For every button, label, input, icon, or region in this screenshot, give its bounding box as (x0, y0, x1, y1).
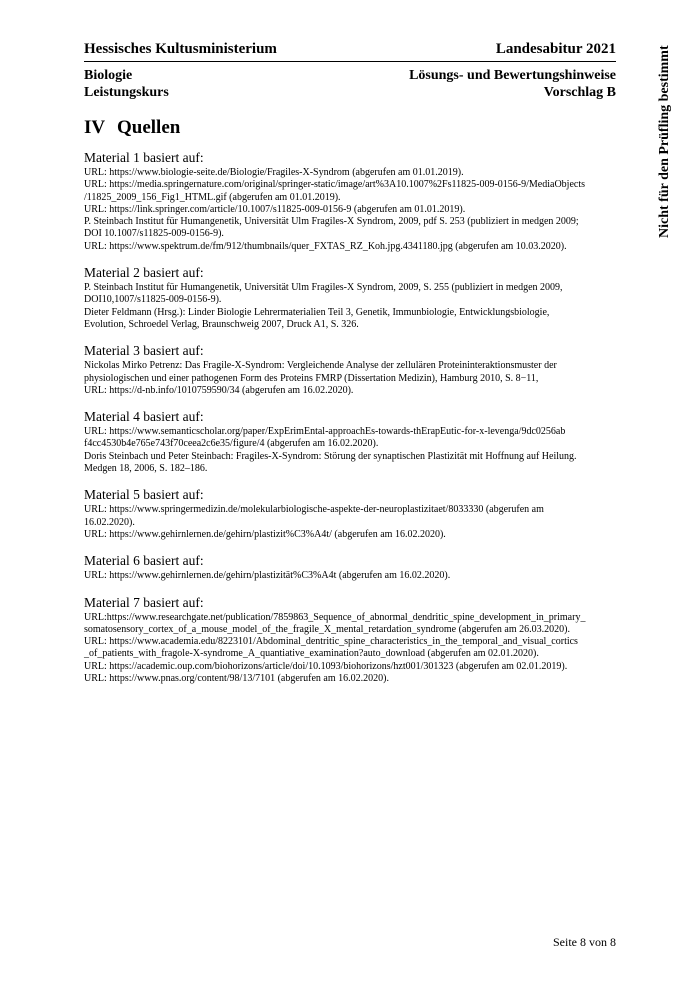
source-reference-line: Nickolas Mirko Petrenz: Das Fragile-X-Syndrom: Vergleichende Analyse der zellulären Proteininteraktionsmuster der (84, 360, 557, 372)
source-reference-line: URL: https://www.pnas.org/content/98/13/7101 (abgerufen am 16.02.2020). (84, 673, 389, 685)
header-divider (84, 61, 616, 62)
source-reference-line: URL: https://www.spektrum.de/fm/912/thumbnails/quer_FXTAS_RZ_Koh.jpg.4341180.jpg (abgerufen am 10.03.2020). (84, 240, 567, 252)
sub-header (84, 67, 616, 101)
side-note-text: Nicht für den Prüfling bestimmt (657, 45, 672, 238)
source-reference-line: URL: https://www.biologie-seite.de/Biologie/Fragiles-X-Syndrom (abgerufen am 01.01.2019). (84, 167, 464, 178)
exam-title: Landesabitur 2021 (495, 41, 616, 57)
source-reference-line: URL: https://www.gehirnlernen.de/gehirn/plastizität%C3%A4t (abgerufen am 16.02.2020). (84, 570, 451, 582)
source-reference-line: f4cc4530b4e765e743f70ceea2c6e35/figure/4 (abgerufen am 16.02.2020). (84, 438, 379, 450)
subject-block (84, 67, 169, 101)
side-note-vertical (655, 38, 677, 238)
source-reference-line: DOI 10.1007/s11825-009-0156-9). (84, 228, 224, 240)
source-reference-line: URL:https://www.researchgate.net/publication/7859863_Sequence_of_abnormal_dendritic_spine_development_in_primary_ (84, 611, 586, 623)
source-reference-line: URL: https://www.semanticscholar.org/paper/ExpErimEntal-approachEs-towards-thErapEutic-for-x-levenga/9dc0256ab (84, 426, 566, 438)
material-title: Material 1 basiert auf: (84, 150, 204, 165)
material-block (84, 409, 624, 475)
sources-list (84, 150, 624, 697)
source-reference-line: Evolution, Schroedel Verlag, Braunschweig 2007, Druck A1, S. 326. (84, 318, 359, 330)
material-title: Material 7 basiert auf: (84, 594, 204, 610)
course-label: Leistungskurs (84, 85, 169, 100)
material-block (84, 487, 624, 541)
page-footer (553, 935, 616, 949)
source-reference-line: URL: https://www.academia.edu/8223101/Abdominal_dentritic_spine_characteristics_in_the_temporal_and_visual_cortics (84, 636, 578, 648)
material-title: Material 4 basiert auf: (84, 409, 204, 425)
document-type-label: Lösungs- und Bewertungshinweise (409, 68, 616, 83)
material-block (84, 553, 624, 582)
material-block (84, 595, 624, 686)
source-reference-line: URL: https://media.springernature.com/original/springer-static/image/art%3A10.1007%2Fs11825-009-0156-9/MediaObjects (84, 179, 585, 191)
ministry-name: Hessisches Kultusministerium (84, 41, 277, 57)
source-reference-line: URL: https://link.springer.com/article/10.1007/s11825-009-0156-9 (abgerufen am 01.01.2019). (84, 203, 466, 215)
source-reference-line: Medgen 18, 2006, S. 182–186. (84, 463, 208, 475)
material-title: Material 2 basiert auf: (84, 265, 204, 281)
material-title: Material 6 basiert auf: (84, 553, 204, 569)
source-reference-line: _of_patients_with_fragole-X-syndrome_A_quantiative_examination?auto_download (abgerufen am 02.01.2020). (84, 648, 539, 660)
material-block (84, 150, 624, 253)
material-block (84, 343, 624, 397)
source-reference-line: /11825_2009_156_Fig1_HTML.gif (abgerufen am 01.01.2019). (84, 191, 341, 203)
material-block (84, 265, 624, 331)
page-header (84, 41, 616, 58)
proposal-label: Vorschlag B (543, 85, 616, 100)
material-title: Material 3 basiert auf: (84, 343, 204, 359)
source-reference-line: URL: https://academic.oup.com/biohorizons/article/doi/10.1093/biohorizons/hzt001/301323 (abgerufen am 02.01.2019). (84, 660, 568, 672)
material-title: Material 5 basiert auf: (84, 487, 204, 503)
source-reference-line: P. Steinbach Institut für Humangenetik, Universität Ulm Fragiles-X Syndrom, 2009, pdf S. 253 (publiziert in medgen 2009; (84, 216, 579, 228)
source-reference-line: URL: https://d-nb.info/1010759590/34 (abgerufen am 16.02.2020). (84, 384, 354, 396)
section-title: Quellen (117, 117, 181, 138)
subject-label: Biologie (84, 68, 133, 83)
page-number: Seite 8 von 8 (553, 935, 616, 949)
document-type-block (409, 67, 616, 101)
source-reference-line: Doris Steinbach und Peter Steinbach: Fragiles-X-Syndrom: Störung der synaptischen Plastizität mit Hoffnung auf Heilung. (84, 450, 577, 462)
source-reference-line: URL: https://www.springermedizin.de/molekularbiologische-aspekte-der-neuroplastizitaet/8033330 (abgerufen am (84, 504, 544, 516)
source-reference-line: DOI10,1007/s11825-009-0156-9). (84, 294, 222, 306)
source-reference-line: URL: https://www.gehirnlernen.de/gehirn/plastizit%C3%A4t/ (abgerufen am 16.02.2020). (84, 528, 446, 540)
section-heading (84, 117, 180, 139)
section-number: IV (84, 117, 106, 138)
source-reference-line: somatosensory_cortex_of_a_mouse_model_of_the_fragile_X_mental_retardation_syndrome (abgerufen am 26.03.2020). (84, 623, 570, 635)
source-reference-line: 16.02.2020). (84, 516, 135, 528)
source-reference-line: P. Steinbach Institut für Humangenetik, Universität Ulm Fragiles-X Syndrom, 2009, S. 255 (publiziert in medgen 2009, (84, 282, 563, 294)
source-reference-line: Dieter Feldmann (Hrsg.): Linder Biologie Lehrermaterialien Teil 3, Genetik, Immunbiologie, Entwicklungsbiologie, (84, 306, 550, 318)
source-reference-line: physiologischen und einer pathogenen Form des Proteins FMRP (Dissertation Medizin), Hamburg 2010, S. 8−11, (84, 372, 539, 384)
